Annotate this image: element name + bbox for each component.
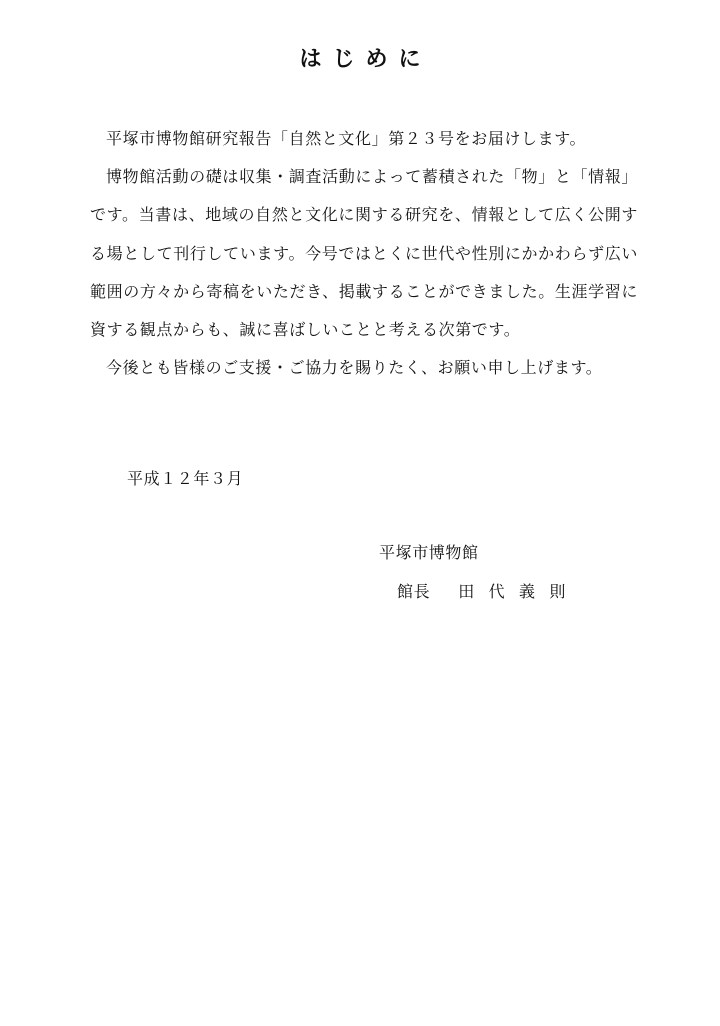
director-name: 田代義則 <box>458 582 580 601</box>
director-signature-line <box>397 580 580 604</box>
director-title: 館長 <box>397 582 431 601</box>
body-text <box>90 120 638 387</box>
paragraph-1: 平塚市博物館研究報告「自然と文化」第２３号をお届けします。 <box>106 129 587 148</box>
date: 平成１２年３月 <box>127 469 244 488</box>
paragraph-3: 今後とも皆様のご支援・ご協力を賜りたく、お願い申し上げます。 <box>106 358 603 378</box>
organization-name: 平塚市博物館 <box>379 543 479 562</box>
paragraph-2: 博物館活動の礎は収集・調査活動によって蓄積された「物」と「情報」です。当書は、地域の自然と文化に関する研究を、情報として広く公開する場として刊行しています。今号ではとくに世代や性別にかかわらず広い範囲の方々から寄稿をいただき、掲載することができました。生涯学習に資する観点からも、誠に喜ばしいことと考える次第です。 <box>90 167 638 340</box>
page-title: はじめに <box>299 46 432 72</box>
